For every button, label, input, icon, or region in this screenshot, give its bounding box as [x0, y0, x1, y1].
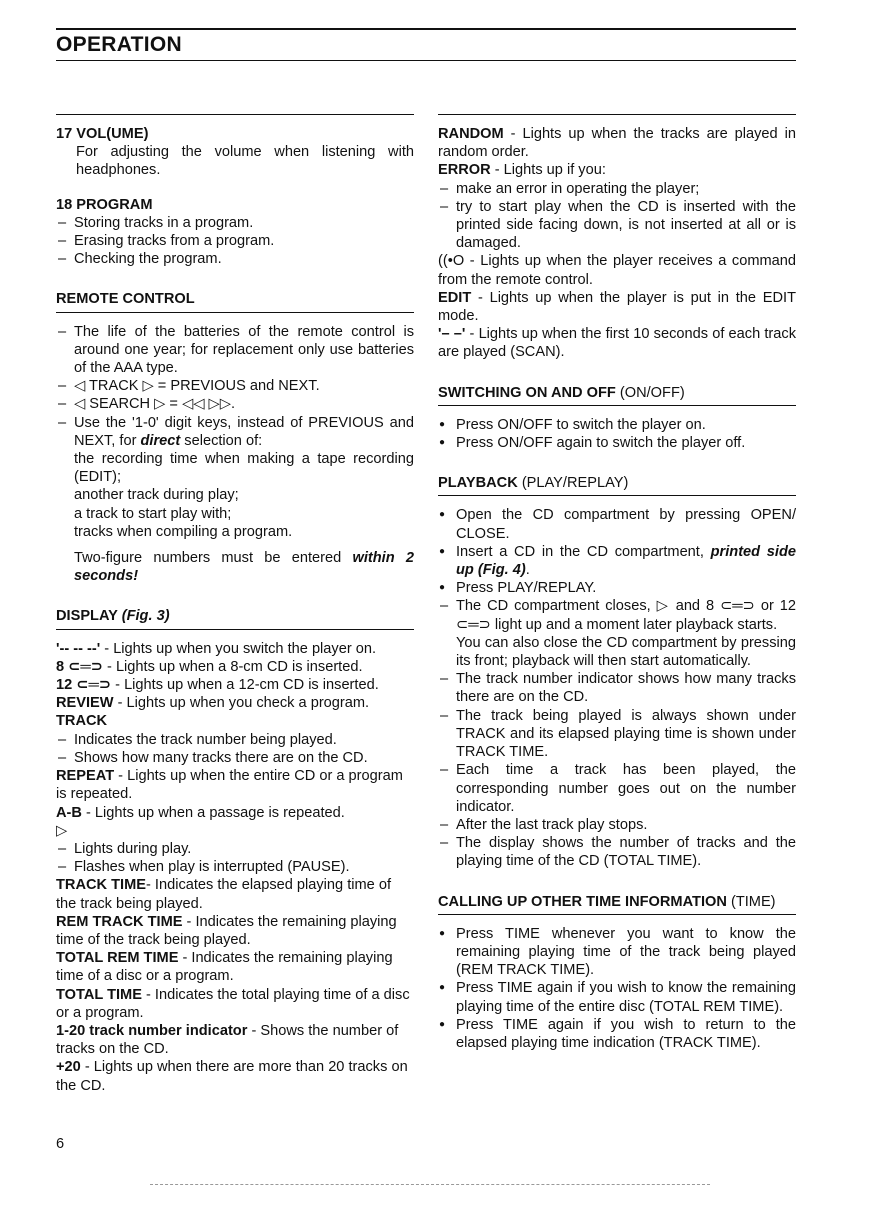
remote-list [56, 323, 414, 586]
display-heading: DISPLAY (Fig. 3) [56, 607, 414, 629]
list-item: – make an error in operating the player; [438, 180, 796, 198]
list-item: – try to start play when the CD is inserted with the printed side facing down, is not inserted at all or is damaged. [438, 198, 796, 253]
playback-note-cont: You can also close the CD compartment by pressing its front; playback will then start automatically. [456, 634, 796, 670]
play-list [56, 840, 414, 876]
remote-sub-item: the recording time when making a tape recording (EDIT); [74, 451, 414, 486]
list-item: – The track number indicator shows how many tracks there are on the CD. [438, 670, 796, 706]
list-item: ● Press TIME again if you wish to know the remaining playing time of the entire disc (TOTAL REM TIME). [438, 979, 796, 1015]
display-item: TOTAL TIME - Indicates the total playing time of a disc or a program. [56, 986, 410, 1021]
list-item: – The life of the batteries of the remote control is around one year; for replacement only use batteries of the AAA type. [56, 323, 414, 378]
right-column [438, 100, 796, 1052]
list-item: – Flashes when play is interrupted (PAUSE). [56, 858, 414, 876]
list-item: – Shows how many tracks there are on the CD. [56, 749, 414, 767]
edit-item: EDIT - Lights up when the player is put in the EDIT mode. [438, 289, 796, 325]
display-item: TOTAL REM TIME - Indicates the remaining playing time of a disc or a program. [56, 950, 393, 985]
remote-indicator-item: ((•O - Lights up when the player receives a command from the remote control. [438, 253, 796, 288]
header-bottom-rule [56, 60, 796, 61]
list-item: ● Press TIME again if you wish to return to the elapsed playing time indication (TRACK TIME). [438, 1016, 796, 1052]
list-item: – Lights during play. [56, 840, 414, 858]
list-item: – Storing tracks in a program. [56, 214, 414, 232]
list-item: ● Press PLAY/REPLAY. [438, 579, 796, 597]
list-item: ● Press TIME whenever you want to know the remaining playing time of the track being played (REM TRACK TIME). [438, 925, 796, 980]
scan-artifact-line [150, 1184, 710, 1185]
list-item: – The display shows the number of tracks and the playing time of the CD (TOTAL TIME). [438, 834, 796, 870]
remote-sub-item: tracks when compiling a program. [74, 523, 293, 540]
display-item: 12 ⊂═⊃ - Lights up when a 12-cm CD is inserted. [56, 677, 379, 694]
calling-time-heading: CALLING UP OTHER TIME INFORMATION (TIME) [438, 893, 796, 915]
display-item: 8 ⊂═⊃ - Lights up when a 8-cm CD is inserted. [56, 658, 363, 675]
scan-item: '– –' - Lights up when the first 10 seconds of each track are played (SCAN). [438, 326, 796, 361]
vol-term: 17 VOL(UME) [56, 126, 149, 142]
list-item: – Use the '1-0' digit keys, instead of PREVIOUS and NEXT, for direct selection of: the recording time when making a tape recording (EDIT); another track during play; a track to start play with; tracks when compiling a program. Two-figure numbers must be entered within 2 seconds! [56, 414, 414, 586]
display-item: REM TRACK TIME - Indicates the remaining playing time of the track being played. [56, 913, 397, 948]
list-item: – ◁ SEARCH ▷ = ◁◁ ▷▷. [56, 395, 414, 413]
play-icon: ▷ [56, 822, 68, 839]
list-item: – After the last track play stops. [438, 816, 796, 834]
column-rule [438, 114, 796, 115]
switching-heading: SWITCHING ON AND OFF (ON/OFF) [438, 384, 796, 406]
list-item: ● Press ON/OFF to switch the player on. [438, 416, 796, 434]
page-title: OPERATION [56, 33, 182, 56]
list-item: – The CD compartment closes, ▷ and 8 ⊂═⊃ or 12 ⊂═⊃ light up and a moment later playback starts. You can also close the CD compartment by pressing its front; playback will then start automatically. [438, 597, 796, 670]
list-item: – ◁ TRACK ▷ = PREVIOUS and NEXT. [56, 377, 414, 395]
remote-sub-item: a track to start play with; [74, 505, 232, 522]
two-figure-note: Two-figure numbers must be entered within 2 seconds! [74, 550, 414, 585]
list-item: ● Press ON/OFF again to switch the player off. [438, 434, 796, 452]
column-rule [56, 114, 414, 115]
display-item: 1-20 track number indicator - Shows the number of tracks on the CD. [56, 1022, 399, 1058]
playback-steps [438, 506, 796, 597]
page-number: 6 [56, 1136, 65, 1152]
list-item: – Each time a track has been played, the corresponding number goes out on the number indicator. [438, 761, 796, 816]
switch-list [438, 416, 796, 452]
list-item: – Indicates the track number being played. [56, 731, 414, 749]
display-item: REVIEW - Lights up when you check a program. [56, 695, 370, 712]
list-item: ● Open the CD compartment by pressing OPEN/ CLOSE. [438, 506, 796, 542]
playback-notes [438, 597, 796, 870]
list-item: ● Insert a CD in the CD compartment, printed side up (Fig. 4). [438, 543, 796, 579]
header-top-rule [56, 28, 796, 30]
display-item: REPEAT - Lights up when the entire CD or a program is repeated. [56, 768, 403, 803]
left-column [56, 100, 414, 1095]
program-list [56, 214, 414, 269]
remote-sub-item: another track during play; [74, 487, 239, 504]
program-term: 18 PROGRAM [56, 196, 153, 213]
calling-list [438, 925, 796, 1052]
display-item: +20 - Lights up when there are more than 20 tracks on the CD. [56, 1059, 408, 1094]
playback-heading: PLAYBACK (PLAY/REPLAY) [438, 474, 796, 496]
error-item: ERROR - Lights up if you: [438, 162, 606, 179]
random-item: RANDOM - Lights up when the tracks are played in random order. [438, 126, 796, 161]
display-item: TRACK TIME- Indicates the elapsed playing time of the track being played. [56, 877, 391, 912]
remote-control-heading: REMOTE CONTROL [56, 290, 414, 312]
vol-text: For adjusting the volume when listening with headphones. [76, 144, 414, 179]
error-list [438, 180, 796, 253]
track-list [56, 731, 414, 767]
list-item: – Erasing tracks from a program. [56, 232, 414, 250]
list-item: – The track being played is always shown under TRACK and its elapsed playing time is shown under TRACK TIME. [438, 707, 796, 762]
display-item: '-- -- --' - Lights up when you switch the player on. [56, 640, 377, 657]
display-item: A-B - Lights up when a passage is repeated. [56, 804, 345, 821]
track-term: TRACK [56, 713, 108, 730]
list-item: – Checking the program. [56, 250, 414, 268]
